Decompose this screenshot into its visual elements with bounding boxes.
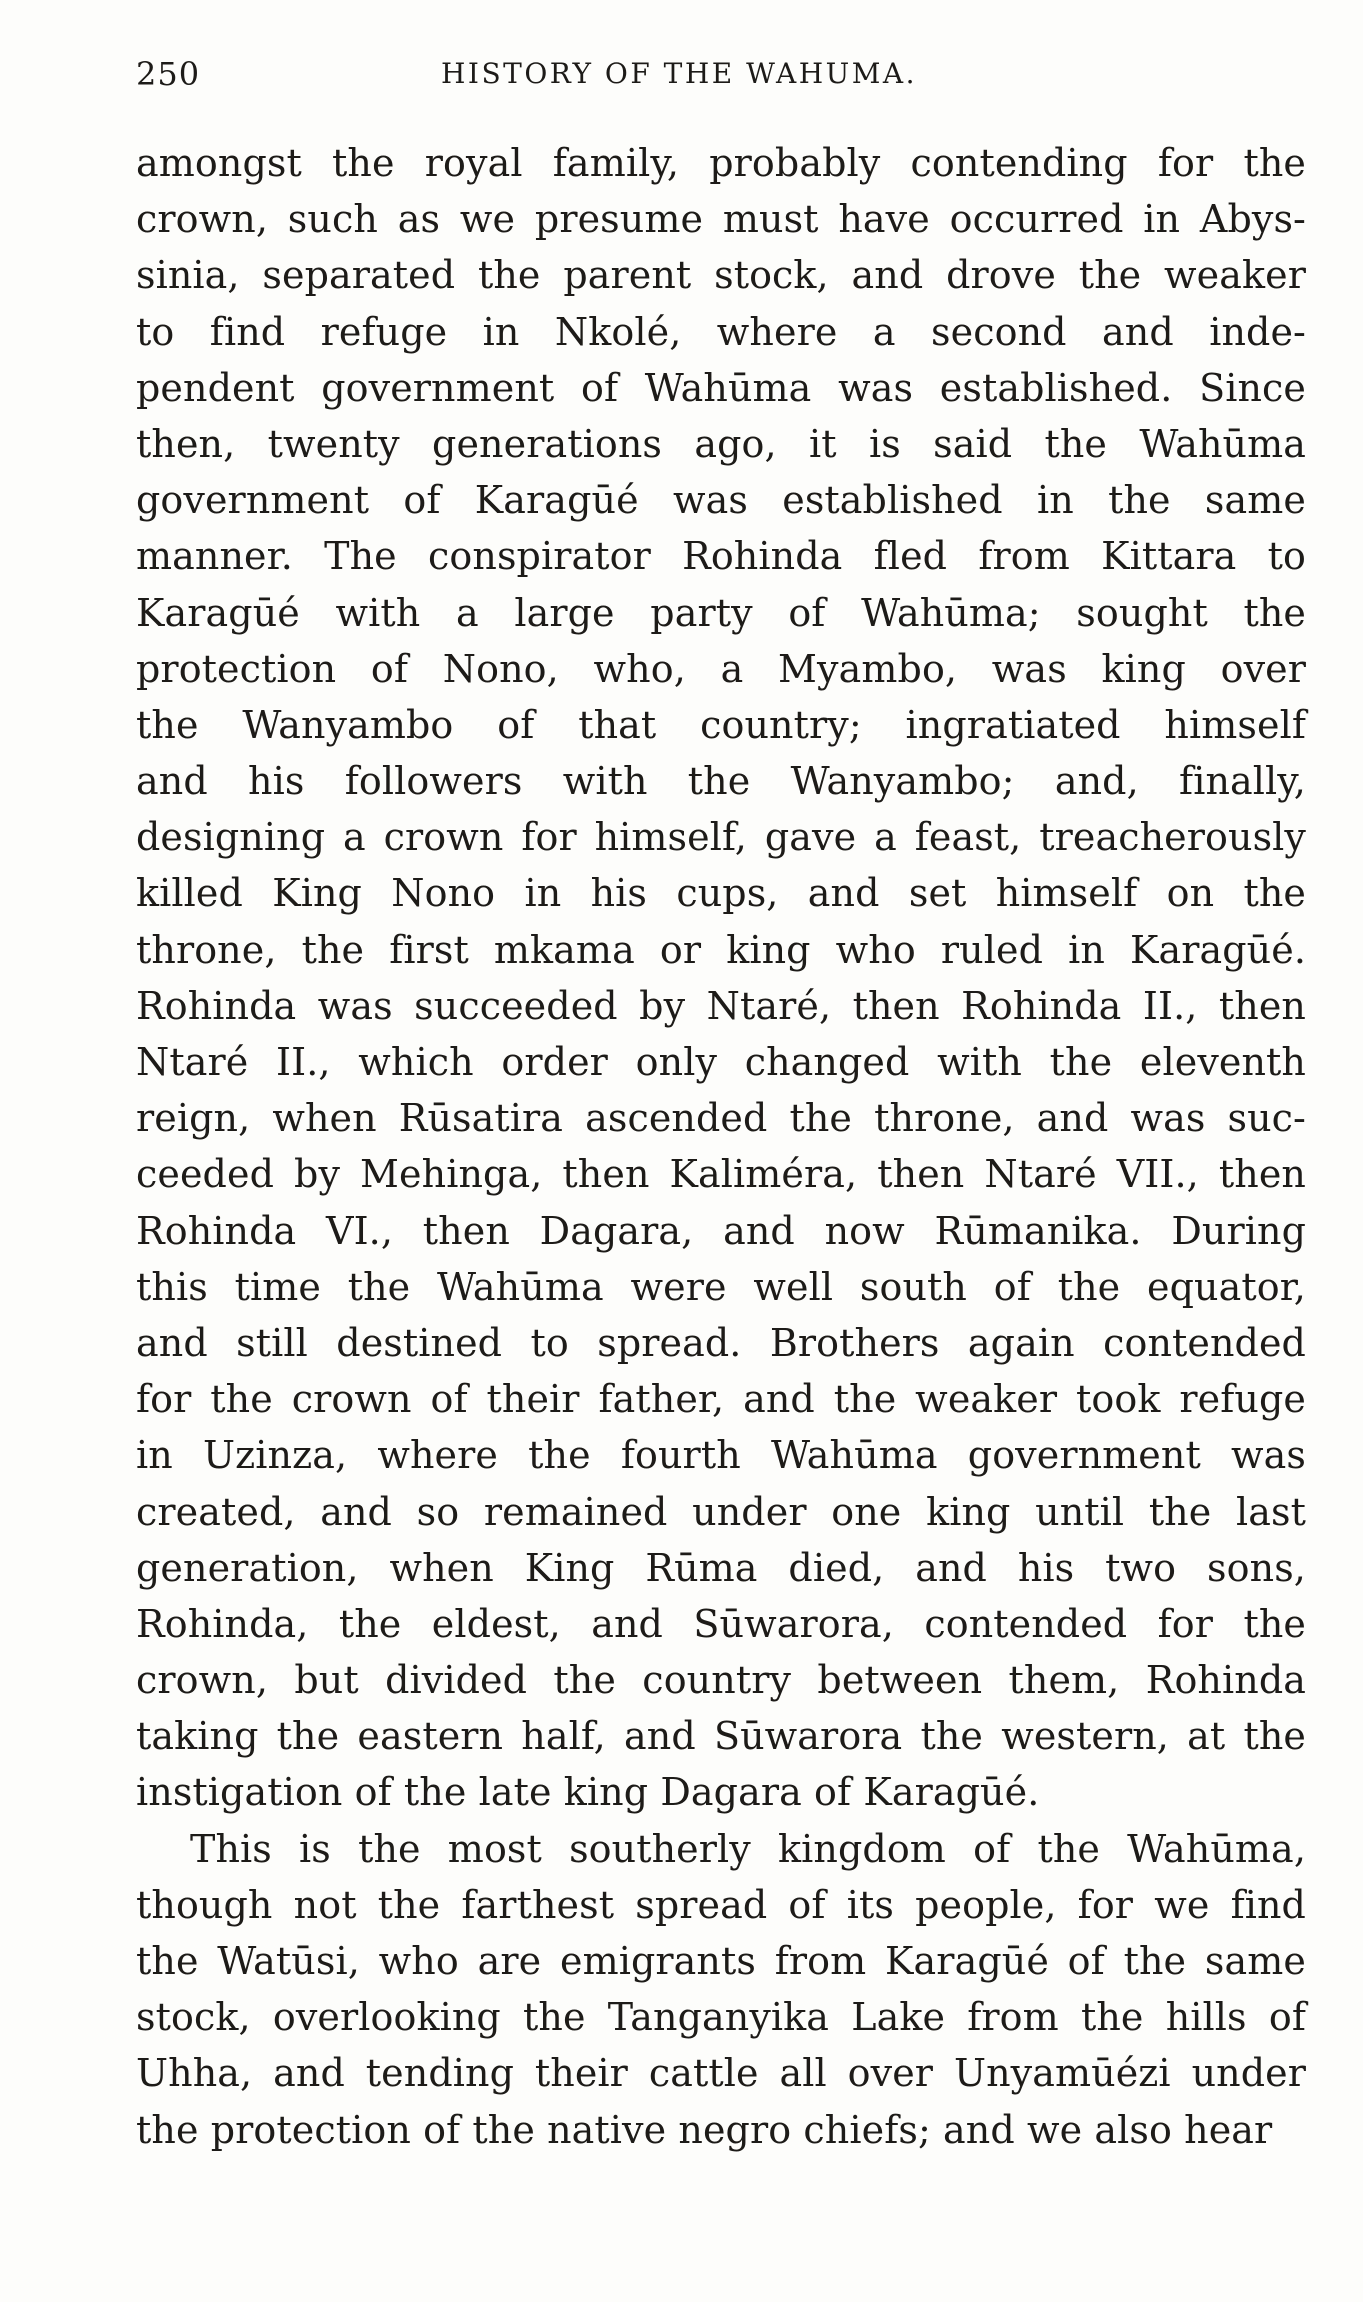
text-line: this time the Wahūma were well south of the equator,: [136, 1264, 1306, 1309]
text-line: and still destined to spread. Brothers again contended: [136, 1320, 1306, 1365]
text-line: sinia, separated the parent stock, and drove the weaker: [136, 253, 1306, 298]
text-line: taking the eastern half, and Sūwarora the western, at the: [136, 1714, 1306, 1759]
text-line: to find refuge in Nkolé, where a second and inde-: [136, 309, 1306, 354]
text-line: the protection of the native negro chiefs; and we also hear: [136, 2107, 1273, 2152]
text-line: ceeded by Mehinga, then Kaliméra, then Ntaré VII., then: [136, 1152, 1306, 1197]
paragraph: [136, 135, 1306, 1821]
text-line: though not the farthest spread of its people, for we find: [136, 1882, 1306, 1927]
text-line: killed King Nono in his cups, and set himself on the: [136, 871, 1306, 916]
text-line: government of Karagūé was established in the same: [136, 478, 1306, 523]
text-line: Rohinda VI., then Dagara, and now Rūmanika. During: [136, 1208, 1306, 1253]
paragraph: [136, 1821, 1306, 2158]
text-line: stock, overlooking the Tanganyika Lake from the hills of: [136, 1995, 1306, 2040]
text-line: Rohinda, the eldest, and Sūwarora, contended for the: [136, 1601, 1306, 1646]
text-line: Karagūé with a large party of Wahūma; sought the: [136, 590, 1306, 635]
text-line: This is the most southerly kingdom of the Wahūma,: [190, 1826, 1306, 1871]
running-title: HISTORY OF THE WAHUMA.: [441, 57, 918, 90]
text-line: amongst the royal family, probably contending for the: [136, 141, 1306, 185]
text-line: then, twenty generations ago, it is said the Wahūma: [136, 421, 1306, 466]
text-line: for the crown of their father, and the weaker took refuge: [136, 1377, 1306, 1422]
text-line: created, and so remained under one king until the last: [136, 1489, 1306, 1534]
text-line: protection of Nono, who, a Myambo, was king over: [136, 646, 1306, 691]
text-line: manner. The conspirator Rohinda fled from Kittara to: [136, 534, 1306, 579]
text-line: generation, when King Rūma died, and his two sons,: [136, 1545, 1306, 1590]
text-line: and his followers with the Wanyambo; and, finally,: [136, 759, 1306, 804]
text-line: crown, but divided the country between them, Rohinda: [136, 1658, 1306, 1703]
text-line: crown, such as we presume must have occurred in Abys-: [136, 197, 1306, 242]
text-line: throne, the first mkama or king who ruled in Karagūé.: [136, 927, 1306, 972]
text-line: the Wanyambo of that country; ingratiated himself: [136, 702, 1306, 747]
text-line: instigation of the late king Dagara of Karagūé.: [136, 1770, 1040, 1815]
text-line: reign, when Rūsatira ascended the throne, and was suc-: [136, 1096, 1306, 1141]
running-head: [136, 48, 1306, 100]
text-line: designing a crown for himself, gave a feast, treacherously: [136, 815, 1306, 860]
text-line: pendent government of Wahūma was established. Since: [136, 365, 1306, 410]
text-line: Ntaré II., which order only changed with the eleventh: [136, 1040, 1306, 1084]
body-text: [136, 135, 1306, 2158]
text-line: the Watūsi, who are emigrants from Karagūé of the same: [136, 1939, 1306, 1983]
text-line: Rohinda was succeeded by Ntaré, then Rohinda II., then: [136, 983, 1306, 1028]
text-line: Uhha, and tending their cattle all over Unyamūézi under: [136, 2051, 1306, 2096]
page-number: 250: [136, 55, 201, 93]
text-line: in Uzinza, where the fourth Wahūma government was: [136, 1433, 1306, 1478]
